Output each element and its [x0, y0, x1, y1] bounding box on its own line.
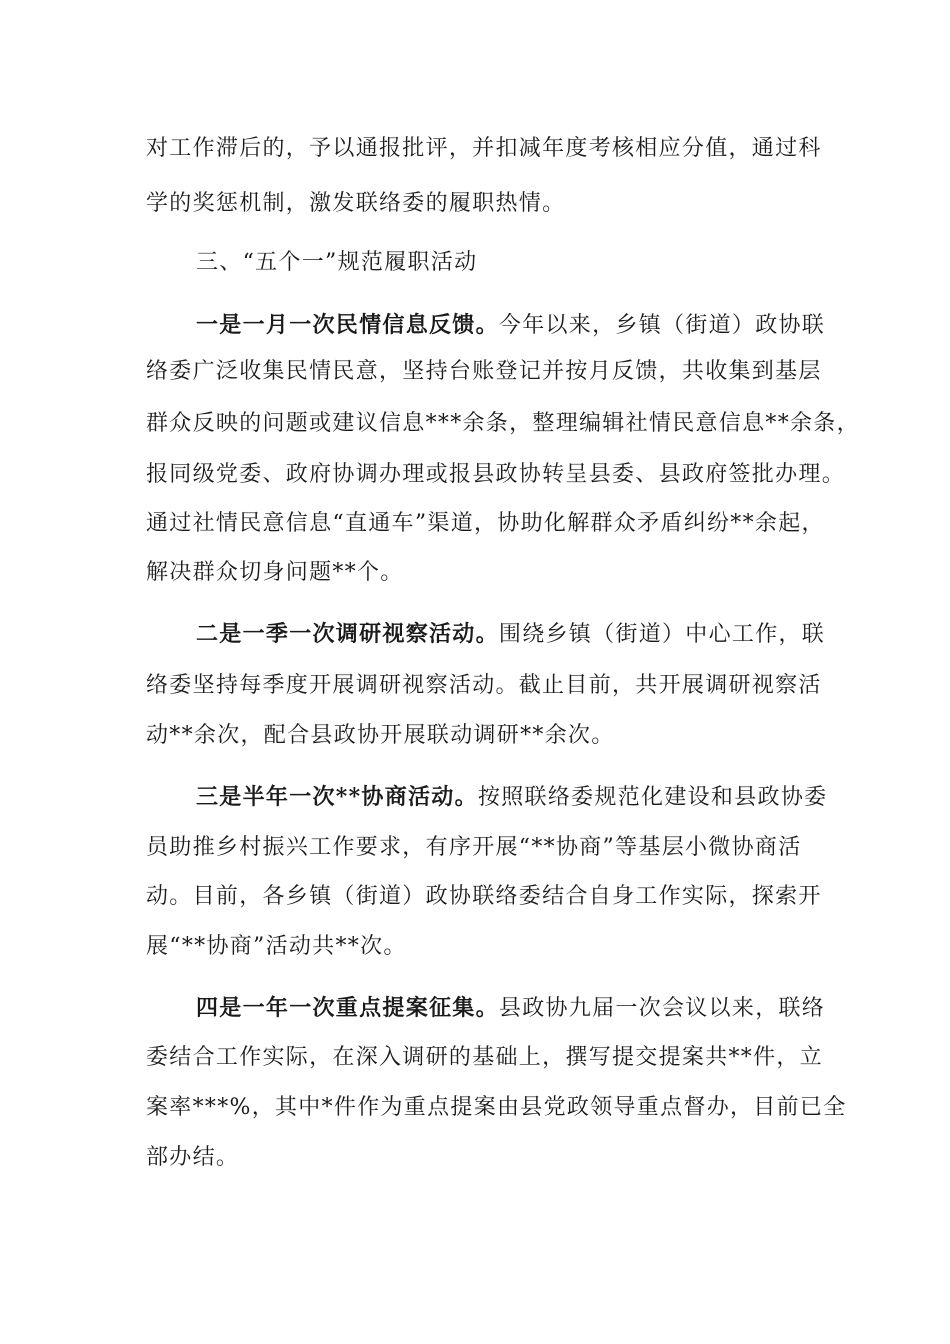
paragraph-line: 展“**协商”活动共**次。 [146, 934, 407, 959]
item-text: 今年以来，乡镇（街道）政协联 [498, 313, 826, 338]
item-text: 围绕乡镇（街道）中心工作，联 [498, 622, 826, 647]
paragraph-line: 学的奖惩机制，激发联络委的履职热情。 [146, 191, 566, 216]
item-text: 县政协九届一次会议以来，联络 [498, 996, 826, 1021]
paragraph-line: 部办结。 [146, 1145, 240, 1170]
paragraph-line: 解决群众切身问题**个。 [146, 560, 404, 585]
item-first-line [146, 310, 825, 341]
item-first-line [146, 993, 825, 1024]
item-lead: 一是一月一次民情信息反馈。 [196, 312, 499, 338]
item-lead: 四是一年一次重点提案征集。 [196, 995, 499, 1021]
paragraph-line: 案率***%，其中*件作为重点提案由县党政领导重点督办，目前已全 [146, 1095, 847, 1120]
item-lead: 三是半年一次**协商活动。 [196, 784, 478, 810]
paragraph-line: 报同级党委、政府协调办理或报县政协转呈县委、县政府签批办理。 [146, 462, 846, 487]
paragraph-line: 动。目前，各乡镇（街道）政协联络委结合自身工作实际，探索开 [146, 884, 822, 909]
paragraph-line: 络委坚持每季度开展调研视察活动。截止目前，共开展调研视察活 [146, 673, 822, 698]
paragraph-line: 通过社情民意信息“直通车”渠道，协助化解群众矛盾纠纷**余起， [146, 511, 825, 536]
paragraph-line: 群众反映的问题或建议信息***余条，整理编辑社情民意信息**余条， [146, 411, 860, 436]
item-text: 按照联络委规范化建设和县政协委 [477, 785, 828, 810]
paragraph-line: 对工作滞后的，予以通报批评，并扣减年度考核相应分值，通过科 [146, 136, 822, 161]
paragraph-line: 委结合工作实际，在深入调研的基础上，撰写提交提案共**件，立 [146, 1045, 824, 1070]
item-lead: 二是一季一次调研视察活动。 [196, 621, 499, 647]
paragraph-line: 络委广泛收集民情民意，坚持台账登记并按月反馈，共收集到基层 [146, 359, 822, 384]
item-first-line [146, 782, 827, 813]
item-first-line [146, 619, 825, 650]
paragraph-line: 动**余次，配合县政协开展联动调研**余次。 [146, 723, 615, 748]
section-heading: 三、“五个一”规范履职活动 [196, 250, 478, 275]
paragraph-line: 员助推乡村振兴工作要求，有序开展“**协商”等基层小微协商活 [146, 835, 802, 860]
